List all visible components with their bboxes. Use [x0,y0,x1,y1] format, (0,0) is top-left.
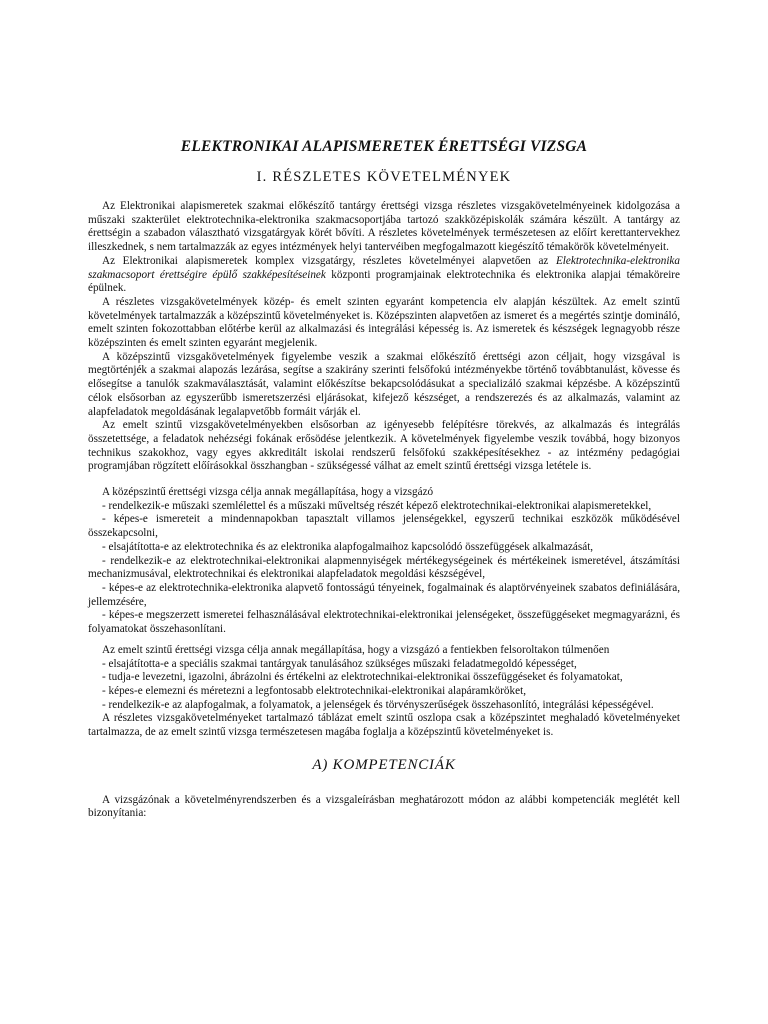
mid-level-list [88,500,680,637]
emphasis-text: Elektrotechnika-elektronika szakmacsoport érettségire épülő szakképesítéseinek [88,254,680,281]
paragraph: Az emelt szintű vizsgakövetelményekben elsősorban az igényesebb felépítésre törekvés, az alkalmazás és integrálás összetettsége, a feladatok nehézségi fokának erősödése jelentkezik. A követelmények figyelembe veszik továbbá, hogy bizonyos technikus szakokhoz, vagy egyes akkreditált iskolai rendszerű felsőfokú szakképesítésekhez - az intézmény pedagógiai programjában rögzített előírásokkal összhangban - szükségessé válhat az emelt szintű érettségi vizsga letétele is. [88,419,680,473]
list-item: - képes-e elemezni és méretezni a legfontosabb elektrotechnikai-elektronikai alapáramköröket, [102,684,526,697]
list-item: - képes-e megszerzett ismeretei felhasználásával elektrotechnikai-elektronikai jelenségeket, összefüggéseket megmagyarázni, és folyamatokat összehasonlítani. [88,609,680,636]
list-item: - képes-e ismereteit a mindennapokban tapasztalt villamos jelenségekkel, egyszerű technikai eszközök működésével összekapcsolni, [88,513,680,540]
mid-level-lead: A középszintű érettségi vizsga célja annak megállapítása, hogy a vizsgázó [102,486,434,499]
list-item: - rendelkezik-e műszaki szemlélettel és a műszaki műveltség részét képező elektrotechnikai-elektronikai alapismeretekkel, [102,499,652,512]
list-item: - tudja-e levezetni, igazolni, ábrázolni és értékelni az elektrotechnikai-elektronikai összefüggéseket és folyamatokat, [102,671,623,684]
paragraph: Az Elektronikai alapismeretek szakmai előkészítő tantárgy érettségi vizsga részletes vizsgakövetelményeinek kidolgozása a műszaki szakterület elektrotechnika-elektronika szakmacsoportjába tartozó szakközépiskolák számára készült. A tantárgy az érettségin a szabadon választható vizsgatárgyak körét bővíti. A részletes követelmények természetesen az előírt kerettantervekhez illeszkednek, s nem tartalmazzák az egyes intézmények helyi tantervéiben megfogalmazott kiegészítő témakörök követelményeit. [88,200,680,254]
list-item: - elsajátította-e a speciális szakmai tantárgyak tanulásához szükséges műszaki feladatmegoldó képességet, [102,657,577,670]
closing-paragraph: A részletes vizsgakövetelményeket tartalmazó táblázat emelt szintű oszlopa csak a középszintet meghaladó követelményeket tartalmazza, de az emelt szintű vizsga természetesen magába foglalja a középszintű követelményeket is. [88,712,680,739]
advanced-level-list [88,658,680,713]
section-title: I. RÉSZLETES KÖVETELMÉNYEK [256,169,512,185]
list-item: - rendelkezik-e az alapfogalmak, a folyamatok, a jelenségek és törvényszerűségek összehasonlító, integrálási képességével. [102,698,654,711]
competence-body [88,794,680,821]
document-title: ELEKTRONIKAI ALAPISMERETEK ÉRETTSÉGI VIZSGA [180,138,588,155]
list-item: - képes-e az elektrotechnika-elektronika alapvető fontosságú tényeinek, fogalmainak és alaptörvényeinek szabatos definiálására, jellemzésére, [88,581,680,608]
paragraph: A középszintű vizsgakövetelmények figyelembe veszik a szakmai előkészítő érettségi azon céljait, hogy vizsgával is megtörténjék a szakmai alapozás lezárása, segítse a szakirány szerinti felsőfokú intézményekbe történő továbbtanulást, kövesse és elősegítse a tanulók szakmaválasztását, valamint előkészítse bekapcsolódásukat a specializáló szakmai képzésbe. A középszintű célok elsősorban az egyszerűbb ismeretszerzési eljárásokat, kifejező készséget, a rendszerezés és az alkalmazás, valamint az alapfeladatok megoldásának legalapvetőbb formáit várják el. [88,350,680,418]
paragraph: A vizsgázónak a követelményrendszerben és a vizsgaleírásban meghatározott módon az alábbi kompetenciák meglétét kell bizonyítania: [88,793,680,820]
advanced-level-lead: Az emelt szintű érettségi vizsga célja annak megállapítása, hogy a vizsgázó a fentiekben felsoroltakon túlmenően [102,643,610,656]
document-body [88,200,680,740]
list-item: - rendelkezik-e az elektrotechnikai-elektronikai alapmennyiségek mértékegységeinek és mértékeinek ismeretével, átszámítási mechanizmusával, elektrotechnikai és elektronikai alapfeladatok megoldási készségével, [88,554,680,581]
paragraph: A részletes vizsgakövetelmények közép- és emelt szinten egyaránt kompetencia elv alapján készültek. Az emelt szintű követelmények tartalmazzák a középszintű követelményeket is. Középszinten alapvetően az ismeret és a megértés szintje domináló, emelt szinten fokozottabban előtérbe kerül az alkalmazási és integrálási képesség is. Az ismeretek és készségek legnagyobb része középszinten és emelt szinten egyaránt megjelenik. [88,295,680,350]
paragraph: Az Elektronikai alapismeretek komplex vizsgatárgy, részletes követelményei alapvetően az Elektrotechnika-elektronika szakmacsoport érettségire épülő szakképesítéseinek központi programjainak elektrotechnika és elektronika alapjai témaköreire épülnek. [88,254,681,295]
competence-heading: A) KOMPETENCIÁK [312,756,456,773]
list-item: - elsajátította-e az elektrotechnika és az elektronika alapfogalmaihoz kapcsolódó összefüggések alkalmazását, [102,540,594,553]
